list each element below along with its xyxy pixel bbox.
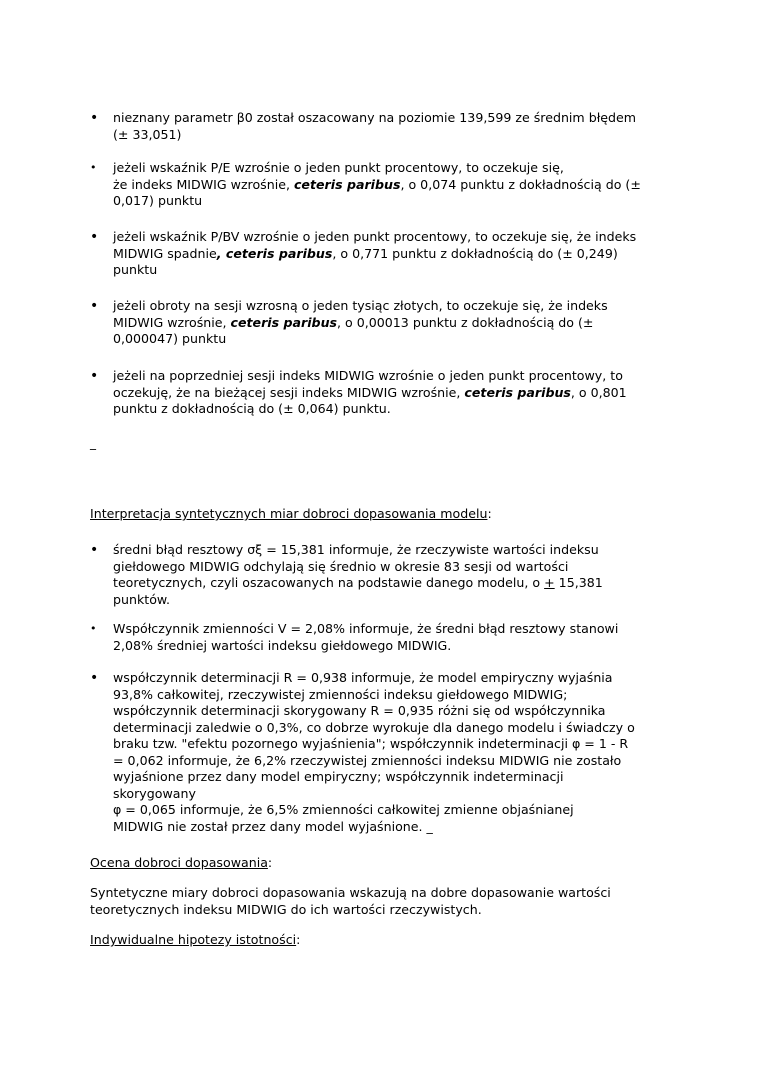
- text-line: = 0,062 informuje, że 6,2% rzeczywistej zmienności indeksu MIDWIG nie zostało: [113, 752, 622, 768]
- text-line: 0,017) punktu: [113, 193, 203, 208]
- text-line: jeżeli obroty na sesji wzrosną o jeden tysiąc złotych, to oczekuje się, że indeks: [113, 298, 608, 313]
- text-line: współczynnik determinacji R = 0,938 informuje, że model empiryczny wyjaśnia: [113, 670, 613, 685]
- bullet: •: [90, 161, 97, 174]
- text-line: skorygowany: [113, 785, 196, 801]
- text-line: jeżeli na poprzedniej sesji indeks MIDWIG wzrośnie o jeden punkt procentowy, to: [113, 368, 623, 383]
- section-heading-ocena: Ocena dobroci dopasowania:: [90, 855, 273, 870]
- ceteris-paribus: ceteris paribus: [230, 314, 338, 330]
- paragraph-ocena: [90, 885, 650, 918]
- list-item-text: [113, 621, 653, 654]
- text-line: teoretycznych, czyli oszacowanych na podstawie danego modelu, o + 15,381: [113, 575, 603, 590]
- ceteris-paribus: , ceteris paribus: [216, 245, 333, 261]
- list-item-text: [113, 542, 653, 608]
- text-line: teoretycznych indeksu MIDWIG do ich wartości rzeczywistych.: [90, 901, 482, 917]
- list-item-text: [113, 670, 653, 835]
- list-item-text: [113, 110, 653, 143]
- text-line: punktów.: [113, 591, 171, 607]
- text-line: jeżeli wskaźnik P/BV wzrośnie o jeden punkt procentowy, to oczekuje się, że indeks: [113, 229, 637, 244]
- text-line: braku tzw. "efektu pozornego wyjaśnienia"; współczynnik indeterminacji φ = 1 - R: [113, 736, 629, 751]
- bullet: •: [90, 670, 99, 686]
- bullet: •: [90, 298, 99, 314]
- ceteris-paribus: ceteris paribus: [293, 176, 401, 192]
- bullet: •: [90, 110, 99, 126]
- heading-text: Interpretacja syntetycznych miar dobroci dopasowania modelu: [90, 506, 488, 521]
- bullet: •: [90, 622, 97, 635]
- text-line: giełdowego MIDWIG odchylają się średnio w okresie 83 sesji od wartości: [113, 558, 569, 574]
- section-heading-individual-hypotheses: Indywidualne hipotezy istotności:: [90, 932, 301, 947]
- text-line: MIDWIG nie został przez dany model wyjaśnione. _: [113, 818, 433, 834]
- text-line: współczynnik determinacji skorygowany R = 0,935 różni się od współczynnika: [113, 703, 606, 718]
- list-item-text: [113, 160, 653, 210]
- ceteris-paribus: ceteris paribus: [464, 384, 571, 400]
- text-line: wyjaśnione przez dany model empiryczny; współczynnik indeterminacji: [113, 769, 564, 784]
- text-line: 0,000047) punktu: [113, 331, 227, 346]
- text-line: φ = 0,065 informuje, że 6,5% zmienności całkowitej zmienne objaśnianej: [113, 802, 574, 817]
- heading-text: Ocena dobroci dopasowania: [90, 855, 268, 870]
- text-line: 2,08% średniej wartości indeksu giełdowego MIDWIG.: [113, 637, 452, 653]
- separator-mark: _: [90, 436, 96, 450]
- text-line: (± 33,051): [113, 126, 182, 142]
- plus-minus-sign: +: [544, 575, 555, 590]
- text-line: punktu z dokładnością do (± 0,064) punktu.: [113, 401, 391, 416]
- bullet: •: [90, 368, 99, 384]
- text-line: Współczynnik zmienności V = 2,08% informuje, że średni błąd resztowy stanowi: [113, 621, 619, 636]
- text-line: oczekuję, że na bieżącej sesji indeks MIDWIG wzrośnie, ceteris paribus, o 0,801: [113, 384, 627, 400]
- text-line: nieznany parametr β0 został oszacowany na poziomie 139,599 ze średnim błędem: [113, 110, 637, 125]
- list-item-text: [113, 229, 653, 279]
- text-line: że indeks MIDWIG wzrośnie, ceteris paribus, o 0,074 punktu z dokładnością do (±: [113, 176, 641, 192]
- text-line: determinacji zaledwie o 0,3%, co dobrze wyrokuje dla danego modelu i świadczy o: [113, 719, 635, 735]
- section-heading-interpretation: Interpretacja syntetycznych miar dobroci dopasowania modelu:: [90, 506, 492, 521]
- text-line: MIDWIG spadnie, ceteris paribus, o 0,771 punktu z dokładnością do (± 0,249): [113, 245, 618, 261]
- text-line: punktu: [113, 262, 158, 277]
- text-line: jeżeli wskaźnik P/E wzrośnie o jeden punkt procentowy, to oczekuje się,: [113, 160, 564, 175]
- bullet: •: [90, 542, 99, 558]
- list-item-text: [113, 298, 653, 348]
- text-line: średni błąd resztowy σξ = 15,381 informuje, że rzeczywiste wartości indeksu: [113, 542, 599, 557]
- bullet: •: [90, 229, 99, 245]
- text-line: Syntetyczne miary dobroci dopasowania wskazują na dobre dopasowanie wartości: [90, 885, 611, 900]
- list-item-text: [113, 368, 653, 418]
- text-line: MIDWIG wzrośnie, ceteris paribus, o 0,00013 punktu z dokładnością do (±: [113, 314, 594, 330]
- text-line: 93,8% całkowitej, rzeczywistej zmienności indeksu giełdowego MIDWIG;: [113, 686, 568, 702]
- heading-text: Indywidualne hipotezy istotności: [90, 932, 297, 947]
